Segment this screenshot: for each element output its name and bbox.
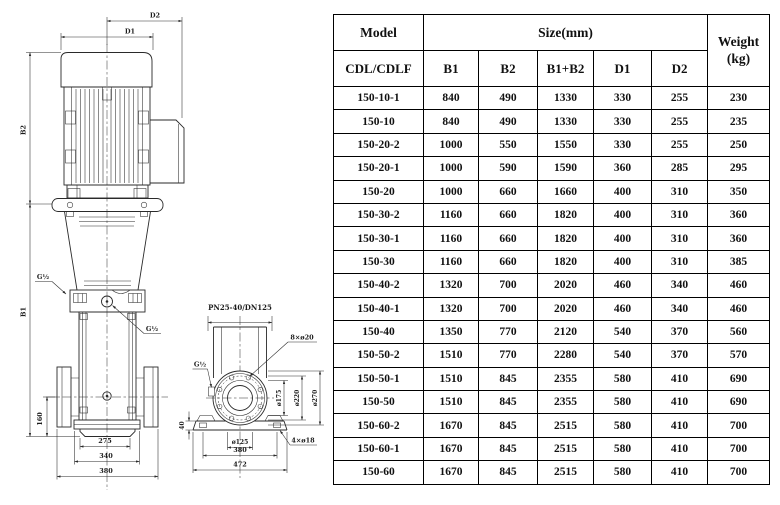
- weight-unit-label: (kg): [726, 50, 751, 66]
- value-cell: 1160: [424, 203, 479, 226]
- value-cell: 845: [479, 367, 538, 390]
- model-cell: 150-30-2: [334, 203, 424, 226]
- stage-casing: [79, 312, 136, 420]
- value-cell: 1550: [538, 133, 594, 156]
- value-cell: 700: [708, 414, 770, 437]
- leader-line: [113, 306, 145, 334]
- tie-rods: [83, 312, 133, 420]
- value-cell: 460: [594, 297, 652, 320]
- table-row: [334, 180, 770, 203]
- dim-label-160: 160: [36, 412, 44, 426]
- value-cell: 660: [479, 227, 538, 250]
- bolt-holes-label: 8×ø20: [290, 333, 314, 342]
- value-cell: 1000: [424, 157, 479, 180]
- value-cell: 2515: [538, 461, 594, 484]
- model-cell: 150-20-1: [334, 157, 424, 180]
- leader-line: [52, 282, 66, 295]
- table-row: [334, 461, 770, 484]
- drain-plug-center: [106, 395, 109, 398]
- value-cell: 1160: [424, 250, 479, 273]
- value-cell: 460: [708, 297, 770, 320]
- value-cell: 1590: [538, 157, 594, 180]
- dim-label-b1: B1: [19, 306, 28, 318]
- tie-rod-nut: [80, 407, 88, 413]
- value-cell: 580: [594, 437, 652, 460]
- value-cell: 400: [594, 203, 652, 226]
- plug-label-g12: G½: [145, 325, 159, 333]
- header-row-1: [334, 15, 770, 51]
- model-cell: 150-40-1: [334, 297, 424, 320]
- size-header: Size(mm): [424, 15, 708, 51]
- value-cell: 360: [708, 227, 770, 250]
- tie-rod-nut: [80, 314, 88, 320]
- value-cell: 360: [594, 157, 652, 180]
- value-cell: 1000: [424, 133, 479, 156]
- dim-label-40: 40: [179, 421, 186, 430]
- value-cell: 1000: [424, 180, 479, 203]
- value-cell: 310: [652, 250, 708, 273]
- plate-stud: [141, 212, 148, 217]
- value-cell: 2020: [538, 297, 594, 320]
- dim-label-270: ø270: [312, 389, 319, 407]
- value-cell: 330: [594, 87, 652, 110]
- table-row: [334, 437, 770, 460]
- vent-plug-facets: [78, 294, 83, 303]
- flange-view: [179, 303, 324, 478]
- value-cell: 1510: [424, 344, 479, 367]
- value-cell: 550: [479, 133, 538, 156]
- header-row-2: [334, 51, 770, 87]
- vent-plug-facets: [133, 294, 138, 303]
- value-cell: 410: [652, 367, 708, 390]
- table-row: [334, 344, 770, 367]
- value-cell: 360: [708, 203, 770, 226]
- value-cell: 690: [708, 367, 770, 390]
- col-header-b2: B2: [479, 51, 538, 87]
- leader-line: [280, 431, 290, 446]
- value-cell: 400: [594, 227, 652, 250]
- value-cell: 410: [652, 391, 708, 414]
- value-cell: 400: [594, 250, 652, 273]
- plug-label-g12: G½: [193, 360, 207, 369]
- value-cell: 770: [479, 344, 538, 367]
- value-cell: 845: [479, 414, 538, 437]
- weight-label: Weight: [717, 33, 760, 49]
- value-cell: 310: [652, 203, 708, 226]
- value-cell: 840: [424, 87, 479, 110]
- value-cell: 570: [708, 344, 770, 367]
- value-cell: 2515: [538, 414, 594, 437]
- value-cell: 2355: [538, 391, 594, 414]
- value-cell: 310: [652, 227, 708, 250]
- model-cell: 150-40-2: [334, 274, 424, 297]
- value-cell: 590: [479, 157, 538, 180]
- model-cell: 150-30-1: [334, 227, 424, 250]
- model-cell: 150-60-2: [334, 414, 424, 437]
- model-cell: 150-50-1: [334, 367, 424, 390]
- pump-drawing-svg: [0, 0, 333, 500]
- value-cell: 700: [708, 437, 770, 460]
- motor-bolt: [66, 111, 76, 124]
- leader-line: [250, 342, 289, 377]
- table-row: [334, 110, 770, 133]
- value-cell: 840: [424, 110, 479, 133]
- model-cell: 150-60: [334, 461, 424, 484]
- value-cell: 1320: [424, 297, 479, 320]
- value-cell: 250: [708, 133, 770, 156]
- vent-plug-hex: [74, 294, 87, 303]
- value-cell: 340: [652, 274, 708, 297]
- table-row: [334, 87, 770, 110]
- tie-rod-nut: [128, 314, 136, 320]
- value-cell: 2280: [538, 344, 594, 367]
- value-cell: 1320: [424, 274, 479, 297]
- fill-plug-center: [106, 300, 109, 303]
- mounting-flange-plate: [52, 199, 163, 212]
- motor-bolt: [139, 111, 149, 124]
- pump-technical-drawing: [0, 0, 333, 500]
- side-plug: [209, 387, 215, 396]
- value-cell: 660: [479, 203, 538, 226]
- value-cell: 370: [652, 320, 708, 343]
- value-cell: 690: [708, 391, 770, 414]
- spec-table: [333, 14, 770, 485]
- value-cell: 410: [652, 414, 708, 437]
- model-cell: 150-60-1: [334, 437, 424, 460]
- value-cell: 2020: [538, 274, 594, 297]
- model-cell: 150-40: [334, 320, 424, 343]
- value-cell: 1160: [424, 227, 479, 250]
- plate-bolt: [67, 202, 73, 208]
- value-cell: 1820: [538, 227, 594, 250]
- value-cell: 285: [652, 157, 708, 180]
- value-cell: 295: [708, 157, 770, 180]
- front-view: [20, 12, 185, 491]
- value-cell: 540: [594, 320, 652, 343]
- foot-bolt-block: [134, 189, 146, 199]
- spec-table-body: [334, 87, 770, 485]
- value-cell: 410: [652, 461, 708, 484]
- value-cell: 580: [594, 461, 652, 484]
- value-cell: 385: [708, 250, 770, 273]
- foot-bolt-block: [68, 189, 80, 199]
- model-cell: 150-50: [334, 391, 424, 414]
- value-cell: 700: [479, 274, 538, 297]
- vent-plug-hex: [129, 294, 142, 303]
- value-cell: 1670: [424, 461, 479, 484]
- table-row: [334, 297, 770, 320]
- tie-rod-nut: [128, 407, 136, 413]
- value-cell: 1660: [538, 180, 594, 203]
- terminal-box: [150, 120, 184, 183]
- value-cell: 560: [708, 320, 770, 343]
- model-cell: 150-30: [334, 250, 424, 273]
- base-molding: [80, 429, 135, 437]
- value-cell: 235: [708, 110, 770, 133]
- value-cell: 330: [594, 110, 652, 133]
- motor-bolt: [66, 150, 76, 163]
- dim-label-d2: D2: [149, 11, 161, 20]
- value-cell: 310: [652, 180, 708, 203]
- table-row: [334, 157, 770, 180]
- col-header-b1b2: B1+B2: [538, 51, 594, 87]
- weight-header: [708, 15, 770, 87]
- value-cell: 580: [594, 414, 652, 437]
- head-pocket-arc: [112, 290, 130, 294]
- value-cell: 1820: [538, 203, 594, 226]
- dim-label-base-380: 380: [233, 446, 247, 454]
- foot-hole: [200, 423, 207, 428]
- plug-label-g12: G½: [36, 273, 50, 281]
- value-cell: 1670: [424, 414, 479, 437]
- dim-label-d1: D1: [124, 27, 136, 36]
- col-header-d2: D2: [652, 51, 708, 87]
- value-cell: 1820: [538, 250, 594, 273]
- value-cell: 1350: [424, 320, 479, 343]
- dim-label-175: ø175: [276, 389, 283, 407]
- value-cell: 1510: [424, 391, 479, 414]
- model-series-header: CDL/CDLF: [334, 51, 424, 87]
- motor-fins: [76, 89, 138, 183]
- value-cell: 255: [652, 87, 708, 110]
- value-cell: 2515: [538, 437, 594, 460]
- table-row: [334, 320, 770, 343]
- table-row: [334, 203, 770, 226]
- value-cell: 400: [594, 180, 652, 203]
- value-cell: 1330: [538, 87, 594, 110]
- model-cell: 150-20: [334, 180, 424, 203]
- value-cell: 255: [652, 110, 708, 133]
- value-cell: 660: [479, 250, 538, 273]
- dim-label-275: 275: [98, 437, 112, 445]
- col-header-b1: B1: [424, 51, 479, 87]
- value-cell: 340: [652, 297, 708, 320]
- value-cell: 490: [479, 110, 538, 133]
- leader-line: [208, 369, 212, 388]
- value-cell: 490: [479, 87, 538, 110]
- model-cell: 150-20-2: [334, 133, 424, 156]
- table-row: [334, 133, 770, 156]
- table-row: [334, 414, 770, 437]
- value-cell: 845: [479, 437, 538, 460]
- value-cell: 230: [708, 87, 770, 110]
- plate-bolt: [141, 202, 147, 208]
- motor-fan-cover: [61, 53, 152, 88]
- spec-table-pane: [333, 0, 780, 500]
- value-cell: 330: [594, 133, 652, 156]
- value-cell: 700: [479, 297, 538, 320]
- value-cell: 2120: [538, 320, 594, 343]
- value-cell: 1510: [424, 367, 479, 390]
- value-cell: 2355: [538, 367, 594, 390]
- flange-spec-label: PN25-40/DN125: [208, 303, 272, 312]
- value-cell: 1330: [538, 110, 594, 133]
- table-row: [334, 391, 770, 414]
- motor-foot: [67, 185, 148, 198]
- dim-label-340: 340: [99, 452, 113, 460]
- value-cell: 580: [594, 391, 652, 414]
- ext-line: [26, 53, 80, 437]
- value-cell: 580: [594, 367, 652, 390]
- model-cell: 150-50-2: [334, 344, 424, 367]
- table-row: [334, 274, 770, 297]
- foot-holes-label: 4×ø18: [291, 436, 315, 445]
- table-row: [334, 250, 770, 273]
- value-cell: 1670: [424, 437, 479, 460]
- value-cell: 540: [594, 344, 652, 367]
- value-cell: 410: [652, 437, 708, 460]
- dim-label-380: 380: [99, 467, 113, 475]
- value-cell: 770: [479, 320, 538, 343]
- table-row: [334, 367, 770, 390]
- dim-label-b2: B2: [19, 124, 28, 136]
- model-cell: 150-10: [334, 110, 424, 133]
- col-header-d1: D1: [594, 51, 652, 87]
- value-cell: 350: [708, 180, 770, 203]
- value-cell: 845: [479, 461, 538, 484]
- table-row: [334, 227, 770, 250]
- dim-label-125: ø125: [231, 439, 249, 446]
- value-cell: 370: [652, 344, 708, 367]
- value-cell: 845: [479, 391, 538, 414]
- motor-stool: [65, 212, 151, 291]
- value-cell: 460: [708, 274, 770, 297]
- plate-stud: [67, 212, 74, 217]
- motor-bolt: [139, 150, 149, 163]
- dim-label-472: 472: [233, 460, 247, 469]
- value-cell: 700: [708, 461, 770, 484]
- value-cell: 660: [479, 180, 538, 203]
- value-cell: 255: [652, 133, 708, 156]
- value-cell: 460: [594, 274, 652, 297]
- model-cell: 150-10-1: [334, 87, 424, 110]
- dim-label-220: ø220: [294, 389, 301, 407]
- model-header: Model: [334, 15, 424, 51]
